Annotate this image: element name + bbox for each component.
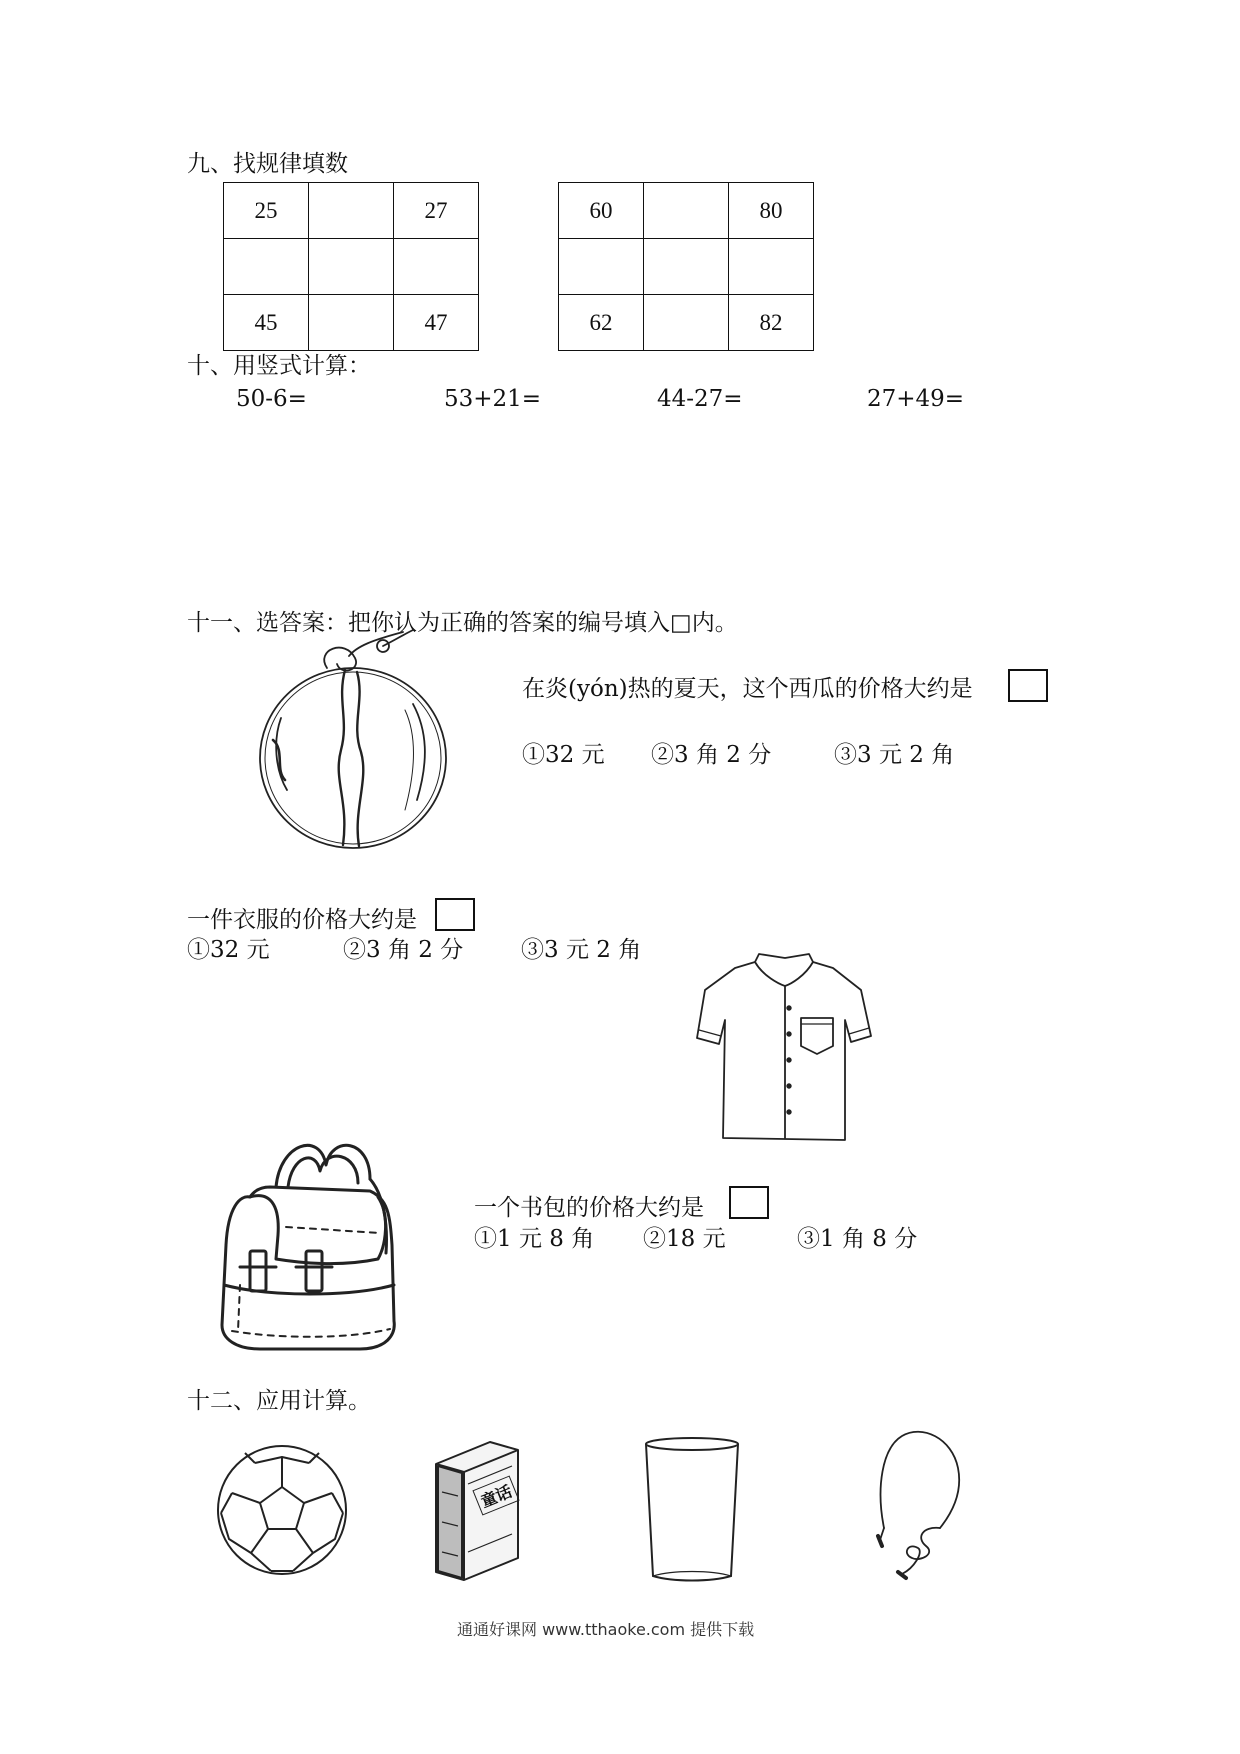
q2-answer-box[interactable] xyxy=(435,898,475,931)
section-12-title: 十二、应用计算。 xyxy=(187,1388,371,1414)
grid-cell-blank[interactable] xyxy=(729,239,814,295)
q3-option-3: ③1 角 8 分 xyxy=(797,1226,918,1252)
grid-cell-blank[interactable] xyxy=(559,239,644,295)
q1-option-3: ③3 元 2 角 xyxy=(834,742,955,768)
q3-question: 一个书包的价格大约是 xyxy=(474,1195,704,1221)
grid-cell: 27 xyxy=(394,183,479,239)
q2-option-2: ②3 角 2 分 xyxy=(343,937,464,963)
q2-question: 一件衣服的价格大约是 xyxy=(187,907,417,933)
grid-cell: 25 xyxy=(224,183,309,239)
calc-problem: 53+21= xyxy=(444,386,542,412)
q3-option-1: ①1 元 8 角 xyxy=(474,1226,595,1252)
calc-problem: 50-6= xyxy=(236,386,307,412)
backpack-icon xyxy=(210,1135,425,1355)
q2-option-3: ③3 元 2 角 xyxy=(521,937,642,963)
q1-question: 在炎(yón)热的夏天，这个西瓜的价格大约是 xyxy=(522,676,973,702)
section-9-title: 九、找规律填数 xyxy=(187,151,348,177)
footer-credit: 通通好课网 www.tthaoke.com 提供下载 xyxy=(457,1620,755,1639)
grid-cell: 60 xyxy=(559,183,644,239)
soccer-ball-icon xyxy=(215,1443,350,1578)
q1-answer-box[interactable] xyxy=(1008,669,1048,702)
q1-option-2: ②3 角 2 分 xyxy=(651,742,772,768)
shirt-icon xyxy=(697,950,872,1145)
grid-cell: 82 xyxy=(729,295,814,351)
grid-cell-blank[interactable] xyxy=(309,239,394,295)
section-10-title: 十、用竖式计算： xyxy=(187,353,371,379)
section-11-title: 十一、选答案：把你认为正确的答案的编号填入□内。 xyxy=(187,610,738,636)
calc-problem: 27+49= xyxy=(867,386,965,412)
grid-cell: 62 xyxy=(559,295,644,351)
grid-cell-blank[interactable] xyxy=(644,295,729,351)
book-cover-text: 童话 xyxy=(472,1475,519,1515)
calc-problem: 44-27= xyxy=(657,386,743,412)
grid-cell-blank[interactable] xyxy=(309,183,394,239)
q2-option-1: ①32 元 xyxy=(187,937,270,963)
grid-cell-blank[interactable] xyxy=(224,239,309,295)
q1-option-1: ①32 元 xyxy=(522,742,605,768)
grid-cell: 45 xyxy=(224,295,309,351)
pattern-grid-left xyxy=(223,182,479,351)
q3-option-2: ②18 元 xyxy=(643,1226,726,1252)
grid-cell: 47 xyxy=(394,295,479,351)
q3-answer-box[interactable] xyxy=(729,1186,769,1219)
jump-rope-icon xyxy=(872,1428,972,1578)
grid-cell-blank[interactable] xyxy=(644,239,729,295)
watermelon-icon xyxy=(245,640,465,855)
grid-cell-blank[interactable] xyxy=(644,183,729,239)
book-icon xyxy=(432,1432,522,1582)
grid-cell-blank[interactable] xyxy=(309,295,394,351)
grid-cell: 80 xyxy=(729,183,814,239)
grid-cell-blank[interactable] xyxy=(394,239,479,295)
glass-cup-icon xyxy=(643,1436,741,1584)
pattern-grid-right xyxy=(558,182,814,351)
